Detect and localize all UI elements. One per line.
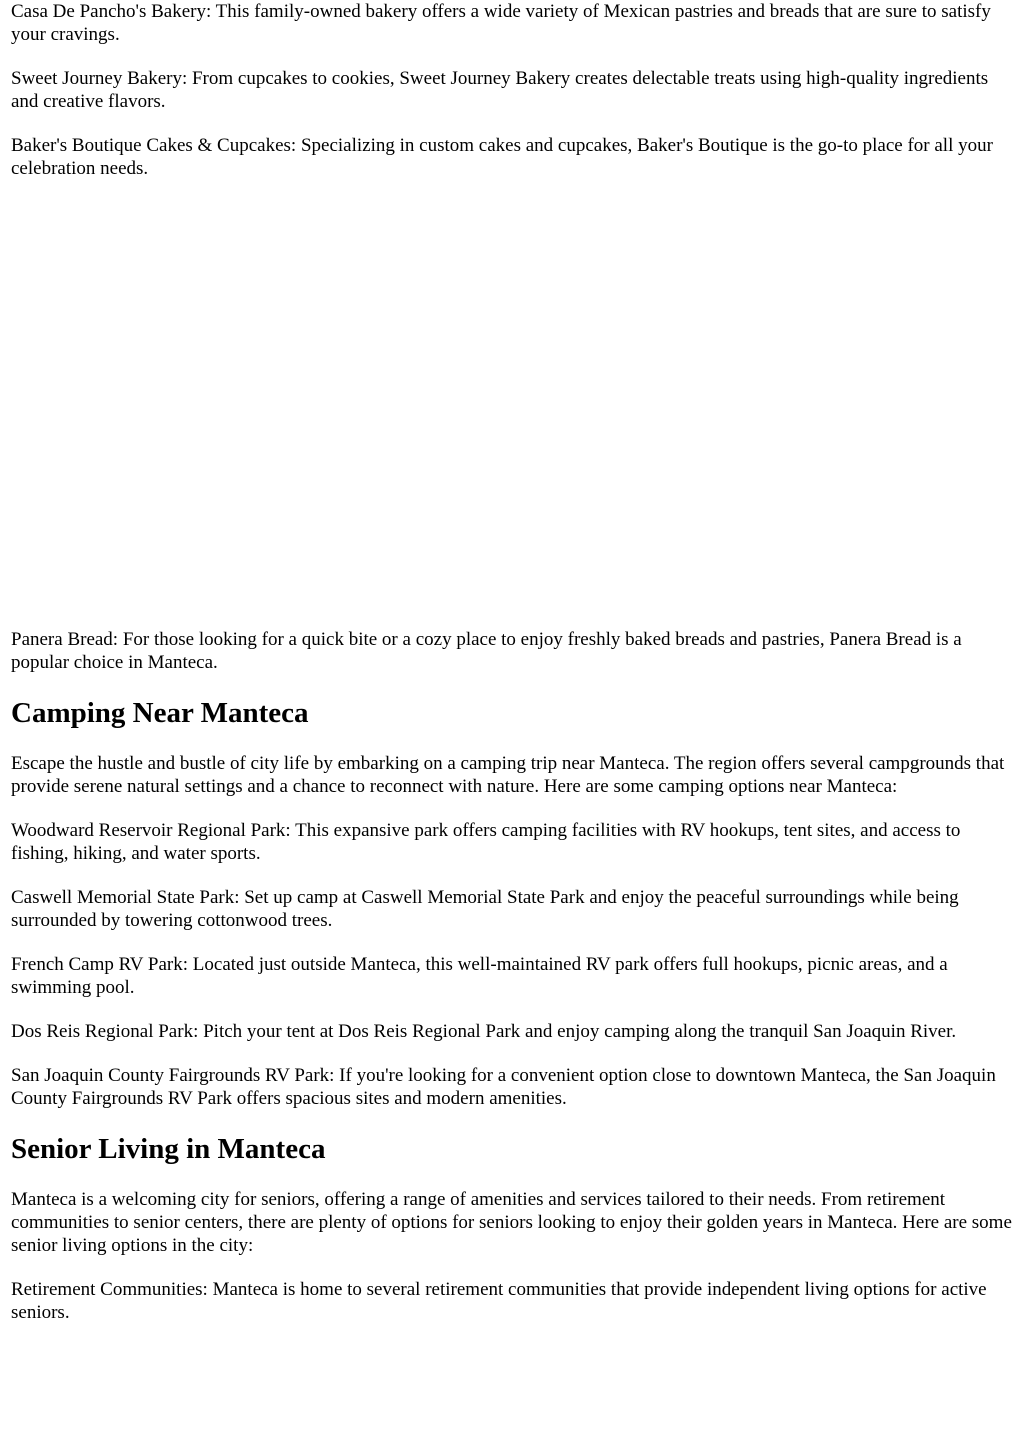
content-after-blank [11,628,1015,1324]
camping-item: Caswell Memorial State Park: Set up camp at Caswell Memorial State Park and enjoy the peaceful surroundings while being surrounded by towering cottonwood trees. [11,887,959,931]
bakery-item: Casa De Pancho's Bakery: This family-owned bakery offers a wide variety of Mexican pastries and breads that are sure to satisfy your cravings. [11,1,991,45]
bakery-item: Baker's Boutique Cakes & Cupcakes: Specializing in custom cakes and cupcakes, Baker's Boutique is the go-to place for all your celebration needs. [11,135,993,179]
bakery-list-top [11,0,1015,180]
senior-item: Retirement Communities: Manteca is home to several retirement communities that provide independent living options for active seniors. [11,1279,987,1323]
bakery-item: Panera Bread: For those looking for a quick bite or a cozy place to enjoy freshly baked breads and pastries, Panera Bread is a popular choice in Manteca. [11,629,962,673]
camping-item: Woodward Reservoir Regional Park: This expansive park offers camping facilities with RV hookups, tent sites, and access to fishing, hiking, and water sports. [11,820,961,864]
senior-heading: Senior Living in Manteca [11,1133,326,1165]
bakery-item: Sweet Journey Bakery: From cupcakes to cookies, Sweet Journey Bakery creates delectable treats using high-quality ingredients and creative flavors. [11,68,989,112]
camping-item: Dos Reis Regional Park: Pitch your tent at Dos Reis Regional Park and enjoy camping along the tranquil San Joaquin River. [11,1021,957,1042]
camping-item: San Joaquin County Fairgrounds RV Park: If you're looking for a convenient option close to downtown Manteca, the San Joaquin County Fairgrounds RV Park offers spacious sites and modern amenities. [11,1065,996,1109]
senior-intro: Manteca is a welcoming city for seniors, offering a range of amenities and services tailored to their needs. From retirement communities to senior centers, there are plenty of options for seniors looking to enjoy their golden years in Manteca. Here are some senior living options in the city: [11,1189,1012,1256]
camping-heading: Camping Near Manteca [11,697,309,729]
camping-intro: Escape the hustle and bustle of city life by embarking on a camping trip near Manteca. The region offers several campgrounds that provide serene natural settings and a chance to reconnect with nature. Here are some camping options near Manteca: [11,753,1005,797]
camping-item: French Camp RV Park: Located just outside Manteca, this well-maintained RV park offers full hookups, picnic areas, and a swimming pool. [11,954,948,998]
